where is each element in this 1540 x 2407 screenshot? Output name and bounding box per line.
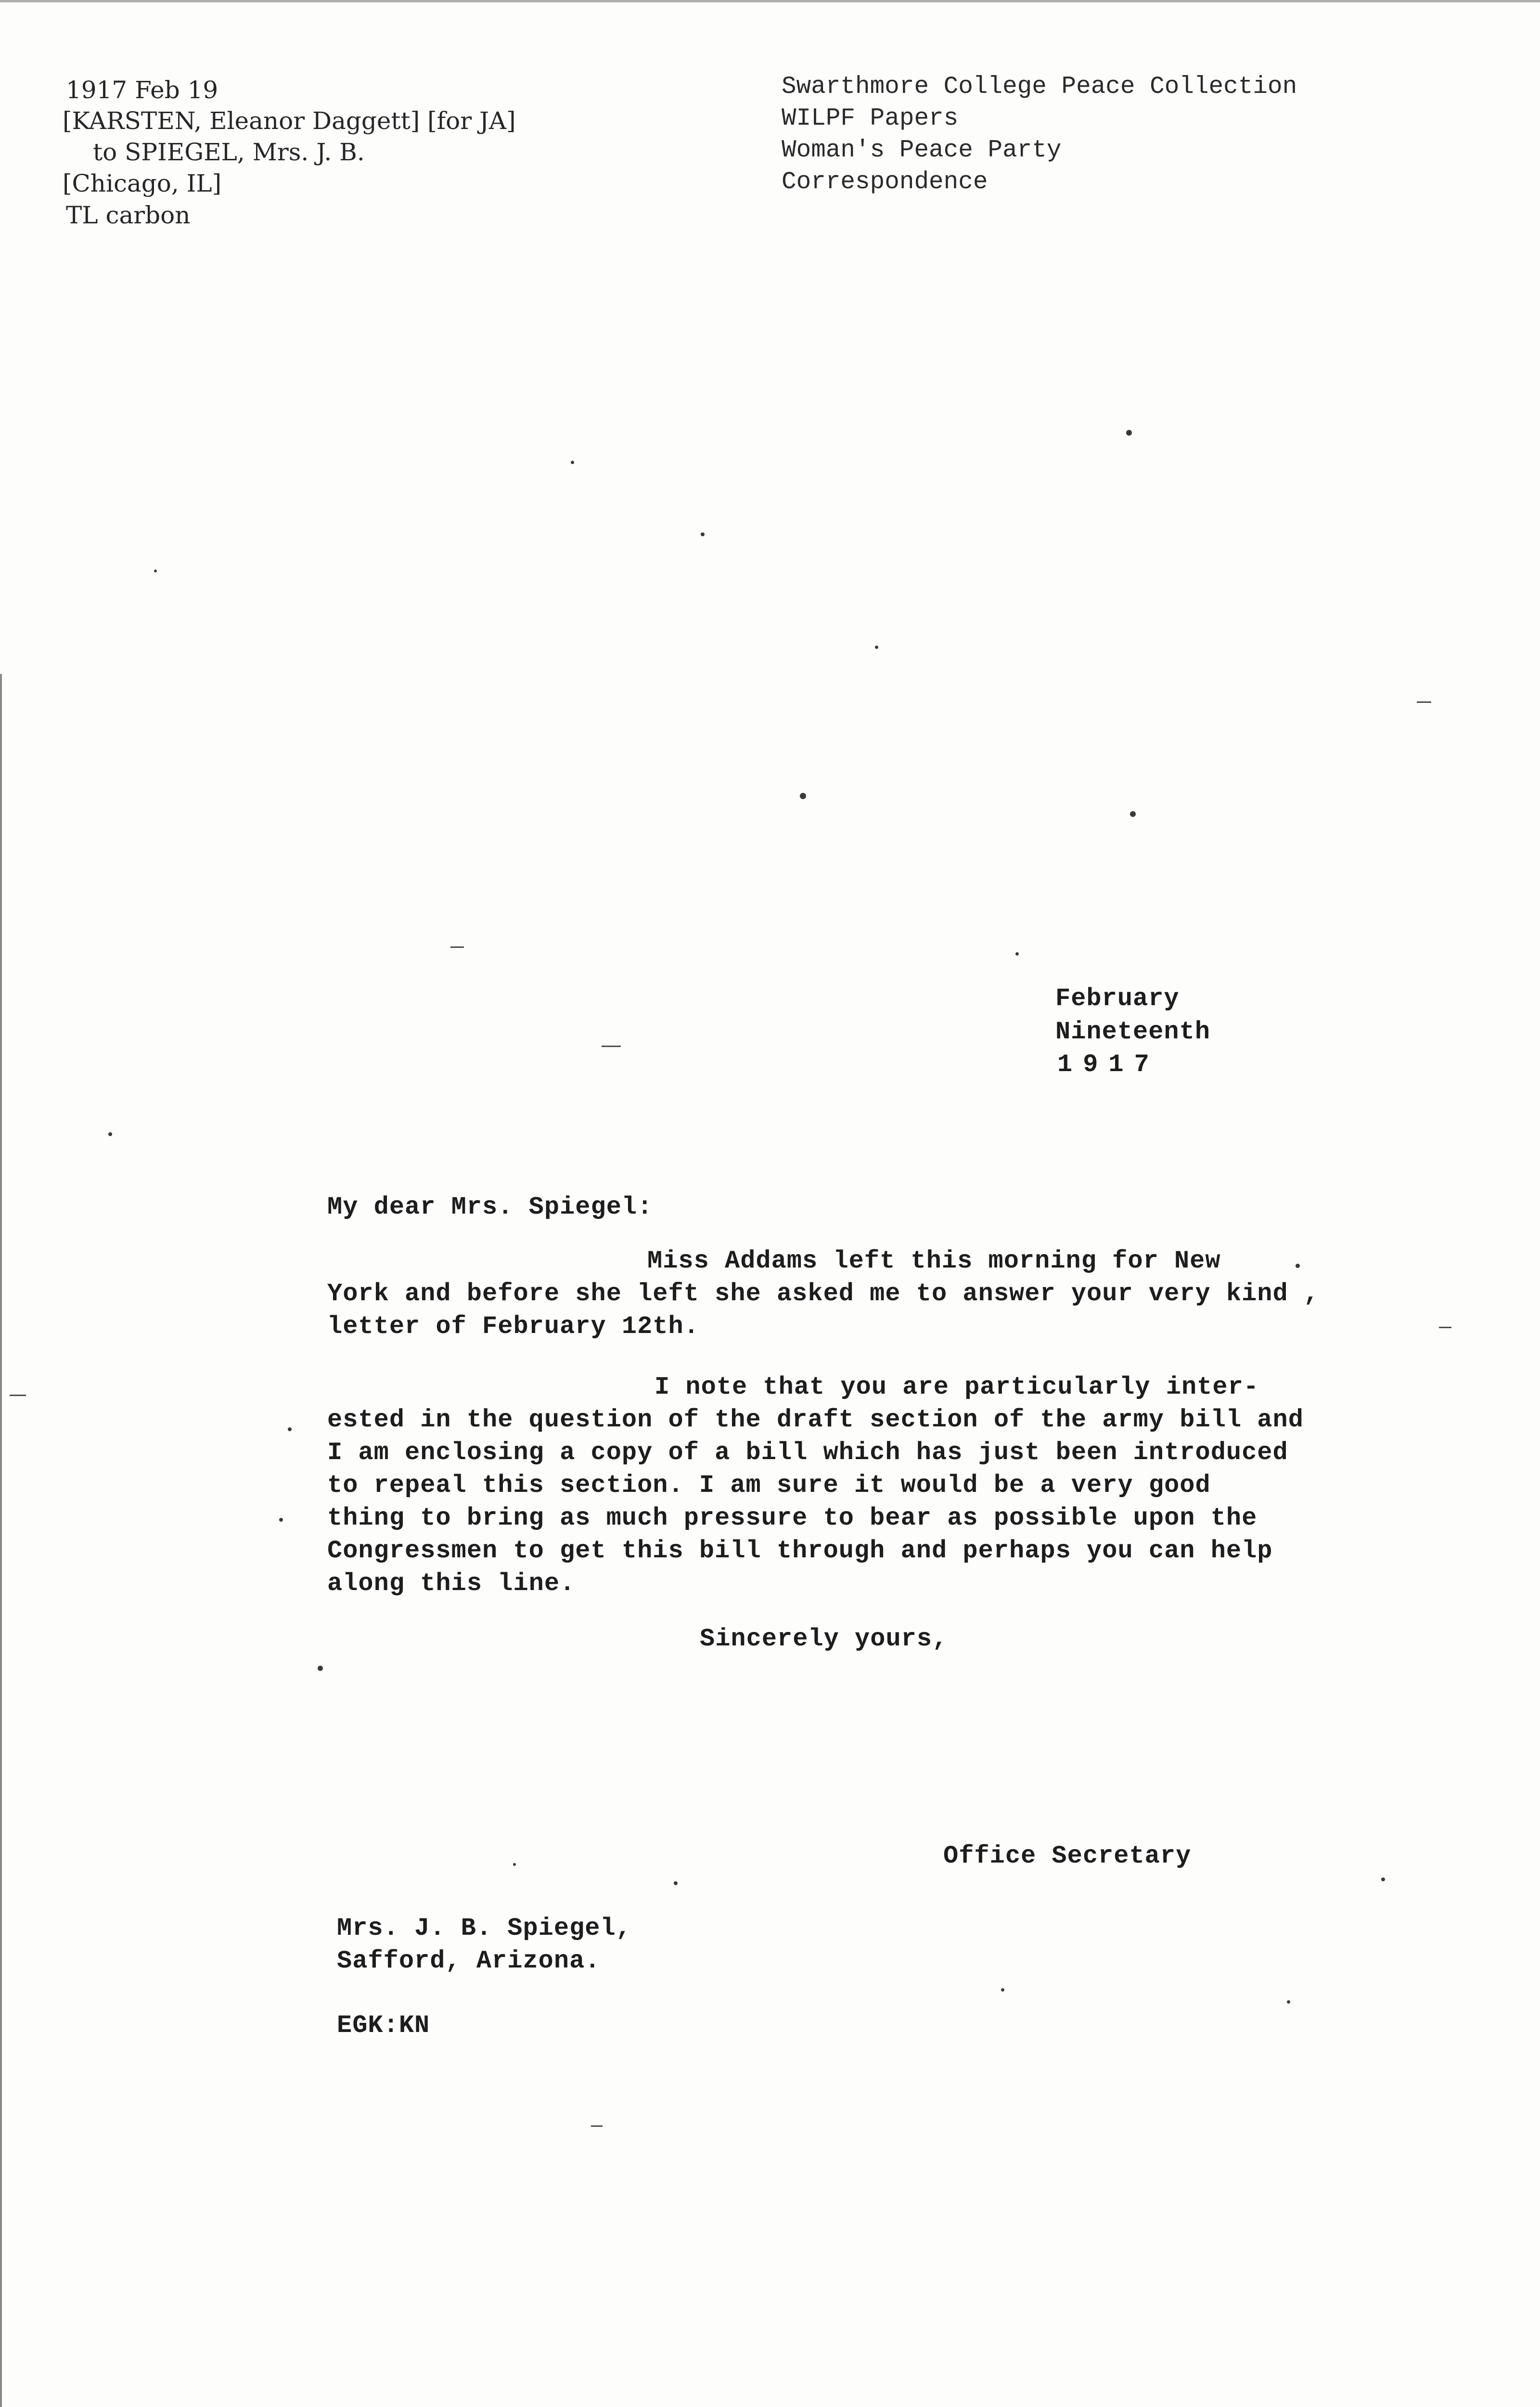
speck [701, 532, 705, 536]
speck [674, 1881, 678, 1885]
addressee-name: Mrs. J. B. Spiegel, [337, 1914, 631, 1942]
speck [279, 1518, 283, 1522]
paragraph-line: I note that you are particularly inter- [654, 1373, 1259, 1401]
paragraph-line: to repeal this section. I am sure it would be a very good [327, 1471, 1211, 1500]
speck [288, 1427, 292, 1431]
reference-initials: EGK:KN [337, 2011, 430, 2040]
speck [1001, 1988, 1004, 1992]
dash-mark [602, 1046, 621, 1047]
speck [513, 1863, 516, 1866]
paragraph-line: I am enclosing a copy of a bill which has just been introduced [327, 1438, 1288, 1467]
speck [1287, 2000, 1290, 2004]
paragraph-line: along this line. [327, 1569, 576, 1598]
archival-recipient: to SPIEGEL, Mrs. J. B. [93, 138, 365, 166]
dash-mark [10, 1395, 26, 1396]
speck [1381, 1877, 1385, 1881]
collection-subseries: Correspondence [782, 168, 988, 196]
letter-date-year: 1917 [1057, 1050, 1160, 1079]
collection-series: Woman's Peace Party [782, 137, 1062, 164]
archival-sender: [KARSTEN, Eleanor Daggett] [for JA] [63, 107, 516, 135]
collection-repository: Swarthmore College Peace Collection [782, 73, 1297, 101]
paragraph-line: Congressmen to get this bill through and perhaps you can help [327, 1537, 1273, 1565]
speck [1296, 1264, 1300, 1268]
speck [571, 461, 574, 464]
paragraph-line: letter of February 12th. [327, 1312, 699, 1341]
speck [154, 569, 157, 572]
speck [1130, 811, 1136, 817]
speck [1126, 430, 1132, 436]
speck [875, 646, 878, 649]
speck [800, 793, 806, 799]
signature-title: Office Secretary [943, 1842, 1192, 1870]
collection-papers: WILPF Papers [782, 105, 959, 132]
paragraph-line: York and before she left she asked me to answer your very kind , [327, 1280, 1320, 1308]
archival-format: TL carbon [66, 201, 191, 229]
archival-date: 1917 Feb 19 [66, 76, 218, 104]
letter-salutation: My dear Mrs. Spiegel: [327, 1193, 653, 1221]
paragraph-line: Miss Addams left this morning for New [647, 1247, 1221, 1275]
dash-mark [1417, 701, 1431, 703]
archival-place: [Chicago, IL] [63, 169, 222, 197]
speck [318, 1666, 323, 1671]
top-edge-shadow [0, 0, 1540, 2]
letter-closing: Sincerely yours, [700, 1625, 948, 1653]
letter-date-day: Nineteenth [1055, 1018, 1211, 1046]
speck [108, 1132, 112, 1136]
addressee-place: Safford, Arizona. [337, 1947, 601, 1975]
left-edge-shadow [0, 674, 2, 2407]
dash-mark [1439, 1327, 1451, 1328]
letter-date-month: February [1055, 984, 1180, 1013]
paragraph-line: thing to bring as much pressure to bear as possible upon the [327, 1504, 1258, 1532]
dash-mark [591, 2125, 603, 2127]
paragraph-line: ested in the question of the draft section of the army bill and [327, 1406, 1304, 1434]
speck [1015, 952, 1019, 956]
dash-mark [450, 946, 464, 948]
